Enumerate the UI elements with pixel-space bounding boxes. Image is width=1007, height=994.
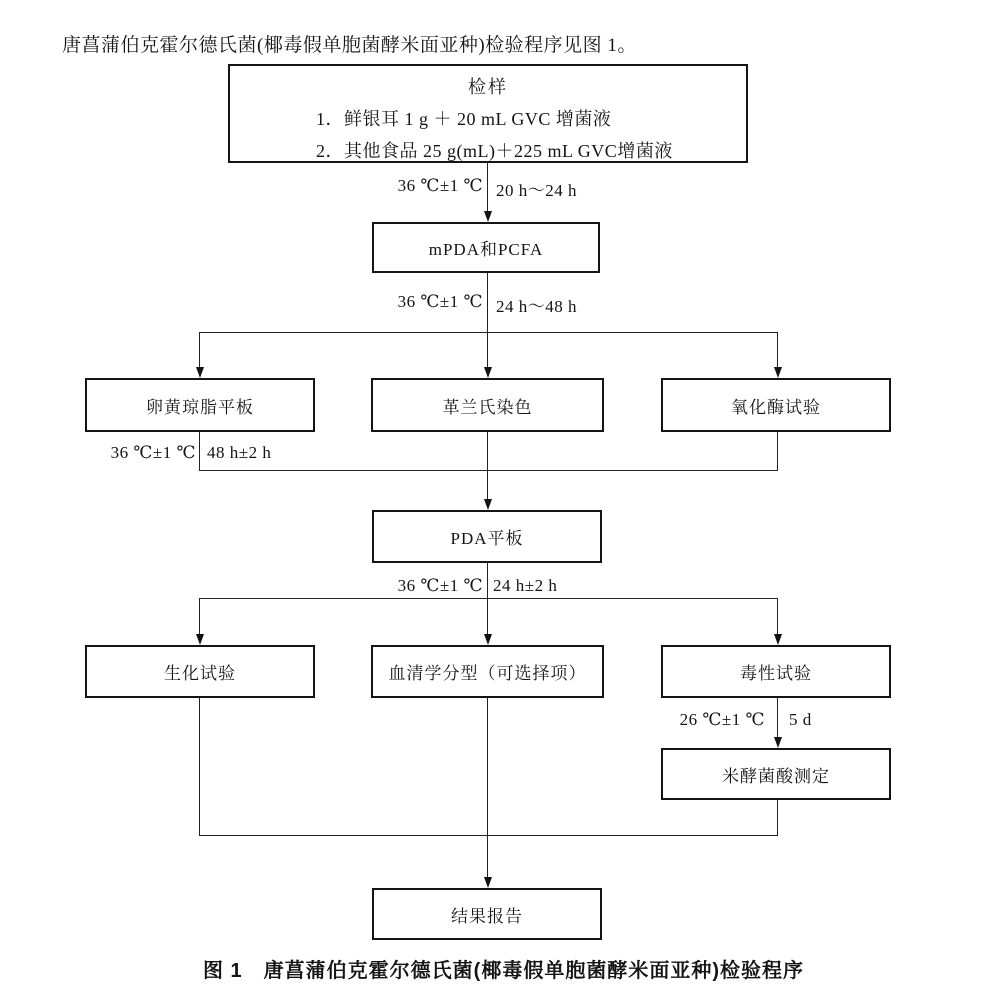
step2-temperature-label: 36 ℃±1 ℃ [397, 292, 483, 311]
oxidase-test-box [661, 378, 891, 432]
gram-stain-label: 革兰氏染色 [442, 397, 533, 417]
connector-split-to-toxicity [777, 598, 778, 634]
split-line-row2 [199, 598, 778, 599]
figure-caption: 图 1 唐菖蒲伯克霍尔德氏菌(椰毒假单胞菌酵米面亚种)检验程序 [203, 960, 804, 982]
pda-plate-box [372, 510, 602, 563]
connector-eggyolk-down [199, 432, 200, 470]
sampling-box [228, 64, 748, 163]
arrowhead-icon [196, 634, 204, 645]
step1-temperature-label: 36 ℃±1 ℃ [397, 176, 483, 195]
intro-text: 唐菖蒲伯克霍尔德氏菌(椰毒假单胞菌酵米面亚种)检验程序见图 1。 [62, 35, 637, 56]
merge-line-row1 [199, 470, 778, 471]
step5-time-label: 5 d [789, 710, 812, 729]
step3-temperature-label: 36 ℃±1 ℃ [110, 443, 196, 462]
toxicity-test-label: 毒性试验 [740, 664, 812, 683]
connector-sero-to-report [487, 698, 488, 878]
mpda-pcfa-box [372, 222, 600, 273]
split-line-row1 [199, 332, 778, 333]
oxidase-test-label: 氧化酶试验 [731, 397, 821, 417]
arrowhead-icon [774, 737, 782, 748]
serotyping-label: 血清学分型（可选择项） [388, 664, 587, 683]
arrowhead-icon [774, 634, 782, 645]
step4-time-label: 24 h±2 h [493, 576, 558, 595]
arrowhead-icon [484, 634, 492, 645]
connector-mpda-to-split [487, 273, 488, 367]
sampling-box-item1: 1．鲜银耳 1 g ＋ 20 mL GVC 增菌液 [316, 109, 612, 129]
connector-sampling-to-mpda [487, 163, 488, 213]
arrowhead-icon [484, 367, 492, 378]
sampling-box-item2: 2．其他食品 25 g(mL)＋225 mL GVC增菌液 [316, 141, 673, 161]
step1-time-label: 20 h～24 h [496, 181, 577, 200]
pda-plate-label: PDA平板 [450, 529, 524, 548]
gram-stain-box [371, 378, 604, 432]
sampling-box-title: 检样 [468, 77, 508, 97]
connector-biochem-down [199, 698, 200, 835]
serotyping-box [371, 645, 604, 698]
step3-time-label: 48 h±2 h [207, 443, 272, 462]
step2-time-label: 24 h～48 h [496, 297, 577, 316]
result-report-label: 结果报告 [451, 906, 523, 926]
connector-split-to-oxidase [777, 332, 778, 367]
step5-temperature-label: 26 ℃±1 ℃ [679, 710, 765, 729]
bongkrekic-acid-label: 米酵菌酸测定 [722, 766, 830, 786]
biochemical-test-label: 生化试验 [164, 664, 236, 683]
arrowhead-icon [196, 367, 204, 378]
mpda-pcfa-label: mPDA和PCFA [428, 240, 544, 259]
connector-bongkrekic-down [777, 800, 778, 835]
arrowhead-icon [774, 367, 782, 378]
step4-temperature-label: 36 ℃±1 ℃ [397, 576, 483, 595]
arrowhead-icon [484, 211, 492, 222]
egg-yolk-agar-box [85, 378, 315, 432]
egg-yolk-agar-label: 卵黄琼脂平板 [146, 397, 254, 417]
merge-line-row2 [199, 835, 778, 836]
result-report-box [372, 888, 602, 940]
toxicity-test-box [661, 645, 891, 698]
bongkrekic-acid-box [661, 748, 891, 800]
arrowhead-icon [484, 499, 492, 510]
connector-split-to-eggyolk [199, 332, 200, 367]
biochemical-test-box [85, 645, 315, 698]
connector-split-to-biochem [199, 598, 200, 634]
connector-toxicity-to-bongkrekic [777, 698, 778, 738]
arrowhead-icon [484, 877, 492, 888]
connector-gram-to-pda [487, 432, 488, 500]
connector-oxidase-down [777, 432, 778, 470]
